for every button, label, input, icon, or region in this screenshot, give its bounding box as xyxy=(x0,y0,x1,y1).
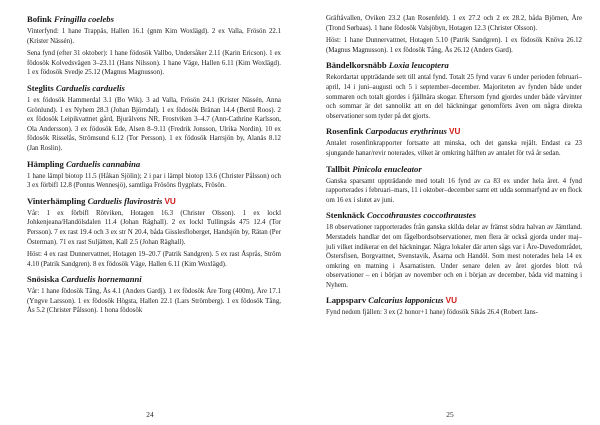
redlist-badge: VU xyxy=(164,196,176,206)
observation-paragraph: Vår: 1 ex förbifl Rötviken, Hotagen 16.3 (Christer Olsson). 1 ex lockl Johkenjeana/Handölsdalen 11.4 (Johan Räghall). 2 ex lockl Tullingsås 475 12.4 (Tor Persson). 7 ex rast 19.4 och 3 ex str N 20.4, båda Gisslesfloberget, Handsjön by, Rätan (Per Österman). 71 ex rast Suljätten, Kall 2.5 (Johan Räghall). xyxy=(27,209,281,246)
species-heading xyxy=(326,164,582,175)
observation-paragraph: Fynd nedom fjällen: 3 ex (2 honor+1 hane) födosök Sikås 26.4 (Robert Jans- xyxy=(326,309,538,317)
page-number: 25 xyxy=(446,410,454,419)
species-name: Rosenfink xyxy=(326,126,364,137)
observation-paragraph: Sena fynd (efter 31 oktober): 1 hane födosök Vallbo, Undersåker 2.11 (Karin Ericson). 1 ex födosök Kolvedsvägen 3–23.11 (Hans Nilsson). 1 hane Väge, Hallen 6.11 (Kim Woxlägd). 1 ex födosök Svedje 25.12 (Magnus Magnusson). xyxy=(27,50,281,77)
species-heading xyxy=(27,83,281,94)
species-heading xyxy=(326,210,582,221)
redlist-badge: VU xyxy=(449,127,461,137)
species-heading xyxy=(27,14,281,25)
species-heading xyxy=(326,295,582,306)
redlist-badge: VU xyxy=(445,296,458,306)
page-25 xyxy=(300,0,600,425)
species-heading xyxy=(326,126,582,137)
species-name: Snösiska xyxy=(27,274,60,285)
species-heading xyxy=(27,274,281,285)
latin-name: Carduelis cannabina xyxy=(65,158,141,169)
observation-paragraph: Rekordartat uppträdande sett till antal fynd. Totalt 25 fynd varav 6 under perioden februari–april, 14 i juni–augusti och 5 i september–december. Majoriteten av fynden både under sommaren och totalt gjordes i fjällnära skogar. Eftersom fynd gjordes under både vårvinter och sommar är det sannolikt att en del häckningar genomförts även om några direkta observationer som tyder på det gjorts. xyxy=(326,74,582,120)
species-heading xyxy=(326,60,582,71)
observation-paragraph: Ganska sparsamt uppträdande med totalt 16 fynd av ca 83 ex under hela året. 4 fynd rapporterades i februari–mars, 11 i oktober–december samt ett udda sommarfynd av en flock om 16 ex i slutet av juni. xyxy=(326,177,582,204)
observation-paragraph: Antalet rosenfinkrapporter fortsatte att minska, och det ganska rejält. Endast ca 23 sjungande hanar/revir noterades, vilket är omkring hälften av antalet för två år sedan. xyxy=(326,140,582,157)
latin-name: Pinicola enucleator xyxy=(352,163,422,174)
species-name: Tallbit xyxy=(326,163,351,174)
text-column xyxy=(27,14,281,406)
observation-paragraph: 1 ex födosök Hammerdal 3.1 (Bo Wik). 3 ad Valla, Frösön 24.1 (Krister Nässén, Anna Grönlund). 1 ex Nyhem 28.3 (Johan Björndal). 1 ex födosök Bränan 14.4 (Bertil Roos). 2 ex födosök Leipikvattnet gård, Bjurälvens NR, Frostviken 3–4.7 (Ann-Cathrine Karlsson, Ola Andersson). 3 ex födosök Ede, Alsen 8–9.11 (Fredrik Jonsson, Ulrika Nordin). 10 ex födosök Risselås, Strömsund 6.12 (Tor Persson). 1 ex födosök Harrsjön by, Alanäs 8.12 (Jan Roslin). xyxy=(27,96,281,152)
latin-name: Calcarius lapponicus xyxy=(368,295,444,306)
observation-paragraph: Höst: 1 hane Dunnervattnet, Hotagen 5.10 (Patrik Sandgren). 1 ex födosök Knöva 26.12 (Magnus Magnusson). 1 ex födosök Tång, Ås 26.12 (Anders Gard). xyxy=(326,37,582,54)
species-name: Steglits xyxy=(27,82,54,93)
species-name: Lappsparv xyxy=(326,295,367,306)
species-name: Bofink xyxy=(27,14,52,24)
latin-name: Carduelis carduelis xyxy=(55,82,125,93)
species-name: Stenknäck xyxy=(326,210,365,221)
observation-paragraph: Vår: 1 hane födosök Tång, Ås 4.1 (Anders Gardj). 1 ex födosök Åre Torg (400m), Åre 17.1 (Yngve Larsson). 1 ex födosök Högsta, Hallen 22.1 (Lars Strömberg). 1 ex födosök Tång, Ås 5.2 (Christer Pålsson). 1 hona födosök xyxy=(27,288,281,315)
latin-name: Carduelis flavirostris xyxy=(87,195,163,206)
species-name: Hämpling xyxy=(27,158,64,169)
latin-name: Loxia leucoptera xyxy=(388,60,449,71)
observation-paragraph: 1 hane lämpl biotop 11.5 (Håkan Sjölin); 2 i par i lämpl biotop 13.6 (Christer Pålsson) och 3 ex förbifl 12.8 (Pontus Wennesjö), samtliga Frösöns flygplats, Frösön. xyxy=(27,172,281,190)
latin-name: Fringilla coelebs xyxy=(54,14,114,24)
species-name: Vinterhämpling xyxy=(27,195,86,206)
latin-name: Coccothraustes coccothraustes xyxy=(366,210,476,221)
observation-paragraph: Vinterfynd: 1 hane Trappäs, Hallen 16.1 (gnm Kim Woxlägd). 2 ex Valla, Frösön 22.1 (Krister Nässén). xyxy=(27,28,281,45)
observation-paragraph: Gräftåvallen, Oviken 23.2 (Jan Rosenfeld). 1 ex 27.2 och 2 ex 28.2, båda Björnen, Åre (Trond Sørbaas). 1 hane födosök Valsjöbyn, Hotagen 12.3 (Christer Olsson). xyxy=(326,15,582,32)
observation-paragraph: 18 observationer rapporterades från ganska skilda delar av främst södra halvan av Jämtland. Merstadels handlar det om fågelbordsobservationer, men flera är också gjorda under maj–juli vilket indikerar en del häckningar. Några lokaler där arten sågs var i Åre-Duvedområdet, Östersfisen, Borgvattnet, Svenstavik, Åsarna och Handöl. Som mest noterades hela 14 ex omkring en matning i Åsarnatisten. Under senare delen av året gjordes blott två observationer – en i början av november och en i början av december, båda vid matning i Nyhem. xyxy=(326,224,582,289)
latin-name: Carpodacus erythrinus xyxy=(365,126,447,137)
species-heading xyxy=(27,196,281,207)
text-column xyxy=(326,14,582,406)
species-heading xyxy=(27,159,281,170)
species-name: Bändelkorsnäbb xyxy=(326,60,387,71)
latin-name: Carduelis hornemanni xyxy=(61,274,142,285)
observation-paragraph: Höst: 4 ex rast Dunnervattnet, Hotagen 19–20.7 (Patrik Sandgren). 5 ex rast Åsprås, Ström 4.10 (Patrik Sandgren). 8 ex födosök Väge, Hallen 6.11 (Kim Woxlägd). xyxy=(27,251,281,268)
page-number: 24 xyxy=(146,410,154,419)
